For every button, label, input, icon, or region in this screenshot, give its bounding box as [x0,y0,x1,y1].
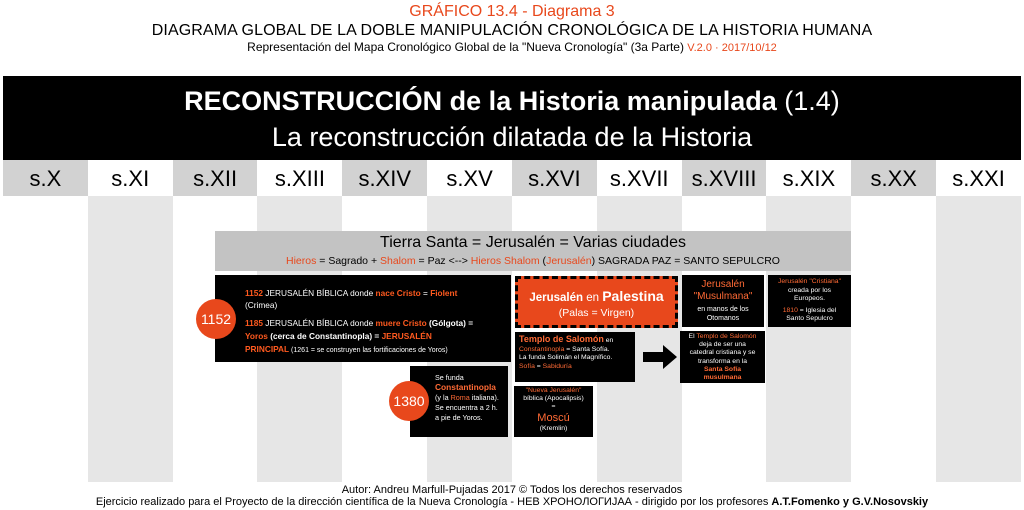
musulmana-title: Jerusalén "Musulmana" [693,279,753,302]
def-text: ( [539,255,547,267]
year-1152-marker: 1152 [196,299,236,339]
century-label: s.XIII [257,160,342,196]
text-line: La funda Solimán el Magnífico. [519,354,613,362]
century-column [3,196,88,482]
def-text: ) SAGRADA PAZ = SANTO SEPULCRO [591,255,780,267]
line-yoros: Yoros (cerca de Constantinopla) = JERUSALÉN [245,331,432,341]
text-line: Constantinopla = Santa Sofía. [519,345,610,353]
banner-subtitle: La reconstrucción dilatada de la Historia [271,122,753,152]
palestina-subtitle: (Palas = Virgen) [558,307,635,319]
text-line: deja de ser una [699,341,746,349]
term-hieros-shalom: Hieros Shalom [470,255,540,267]
graphic-number: GRÁFICO 13.4 - Diagrama 3 [409,3,615,20]
century-column [851,196,936,482]
text-line: Se encuentra a 2 h. [435,403,498,412]
project-credit: Ejercicio realizado para el Proyecto de la dirección científica de la Nueva Cronología - НЕВ ХРОНОЛОГИЈАА - dirigido por los profesores A.T.Fomenko y G.V.Nosovskiy [95,496,929,508]
text-line: El Templo de Salomón [688,333,757,340]
century-header-row [3,160,1021,196]
year-1380-marker: 1380 [389,381,429,421]
banner-title-number: (1.4) [784,86,840,116]
diagram-subtitle [0,40,1024,54]
text-line: Se funda [435,373,464,382]
author-credit: Autor: Andreu Marfull-Pujadas 2017 © Todos los derechos reservados [341,484,683,496]
century-label: s.X [3,160,88,196]
subtitle-text: Representación del Mapa Cronológico Global de la "Nueva Cronología" (3a Parte) [247,40,684,54]
text-line: Santa Sofía [703,365,741,373]
diagram-title: DIAGRAMA GLOBAL DE LA DOBLE MANIPULACIÓN CRONOLÓGICA DE LA HISTORIA HUMANA [151,22,873,39]
line-principal: PRINCIPAL (1261 = se construyen las fortificaciones de Yoros) [245,344,448,354]
right-arrow-icon [643,345,677,369]
century-label: s.XIX [766,160,851,196]
santa-sofia-box [680,331,765,383]
jerusalen-palestina-box [515,276,678,328]
def-text: = Paz <--> [415,255,471,267]
text-line: Santo Sepulcro [786,315,833,322]
text-line: "Nueva Jerusalén" [525,387,582,394]
century-column [936,196,1021,482]
text-line: Sofía = Sabiduría [519,362,572,370]
century-label: s.XIV [342,160,427,196]
palestina-title: Jerusalén en Palestina [529,288,664,304]
tierra-santa-definition [215,255,851,267]
jerusalen-biblica-box [215,275,511,362]
century-column [88,196,173,482]
banner-title-bold: RECONSTRUCCIÓN de la Historia manipulada [184,86,777,116]
jerusalen-musulmana-box [682,275,764,327]
century-label: s.XV [427,160,512,196]
text-line: transforma en la [697,357,748,365]
century-label: s.XVIII [682,160,767,196]
text-line: (Kremlin) [539,424,568,432]
text-line: Constantinopla [435,382,496,392]
tierra-santa-title: Tierra Santa = Jerusalén = Varias ciudades [380,234,686,251]
tierra-santa-band [215,231,851,271]
version-date: V.2.0 · 2017/10/12 [687,42,777,54]
jerusalen-cristiana-box [768,275,851,327]
moscu-label: Moscú [537,411,570,424]
text-line: 1810 = Iglesia del [782,306,837,314]
century-label: s.XX [851,160,936,196]
text-line: catedral cristiana y se [689,349,756,357]
templo-salomon-box [515,332,635,382]
templo-title: Templo de Salomón en [519,334,614,344]
term-hieros: Hieros [286,255,317,267]
text-line: bíblica (Apocalipsis) [523,395,584,403]
century-label: s.XII [173,160,258,196]
text-line: creada por los [787,286,832,294]
nueva-jerusalen-box [514,386,593,437]
musulmana-text: en manos de los Otomanos [697,306,749,322]
title-banner [3,76,1021,160]
term-shalom: Shalom [380,255,416,267]
line-1185: 1185 JERUSALÉN BÍBLICA donde muere Cristo (Gólgota) = [245,318,474,328]
term-jerusalen: Jerusalén [546,255,592,267]
def-text: = Sagrado + [316,255,380,267]
century-label: s.XVII [597,160,682,196]
century-label: s.XI [88,160,173,196]
banner-title [3,86,1021,117]
text-line: a pie de Yoros. [435,413,483,422]
text-line: musulmana [703,374,742,382]
century-label: s.XVI [512,160,597,196]
century-label: s.XXI [936,160,1021,196]
text-line: = [551,403,556,411]
text-line: Europeos. [794,295,825,302]
text-line: Jerusalén "Cristiana" [777,278,841,285]
text-line: (y la Roma italiana). [435,393,499,402]
line-crimea: (Crimea) [245,300,278,310]
line-1152: 1152 JERUSALÉN BÍBLICA donde nace Cristo = Fiolent [245,288,458,298]
